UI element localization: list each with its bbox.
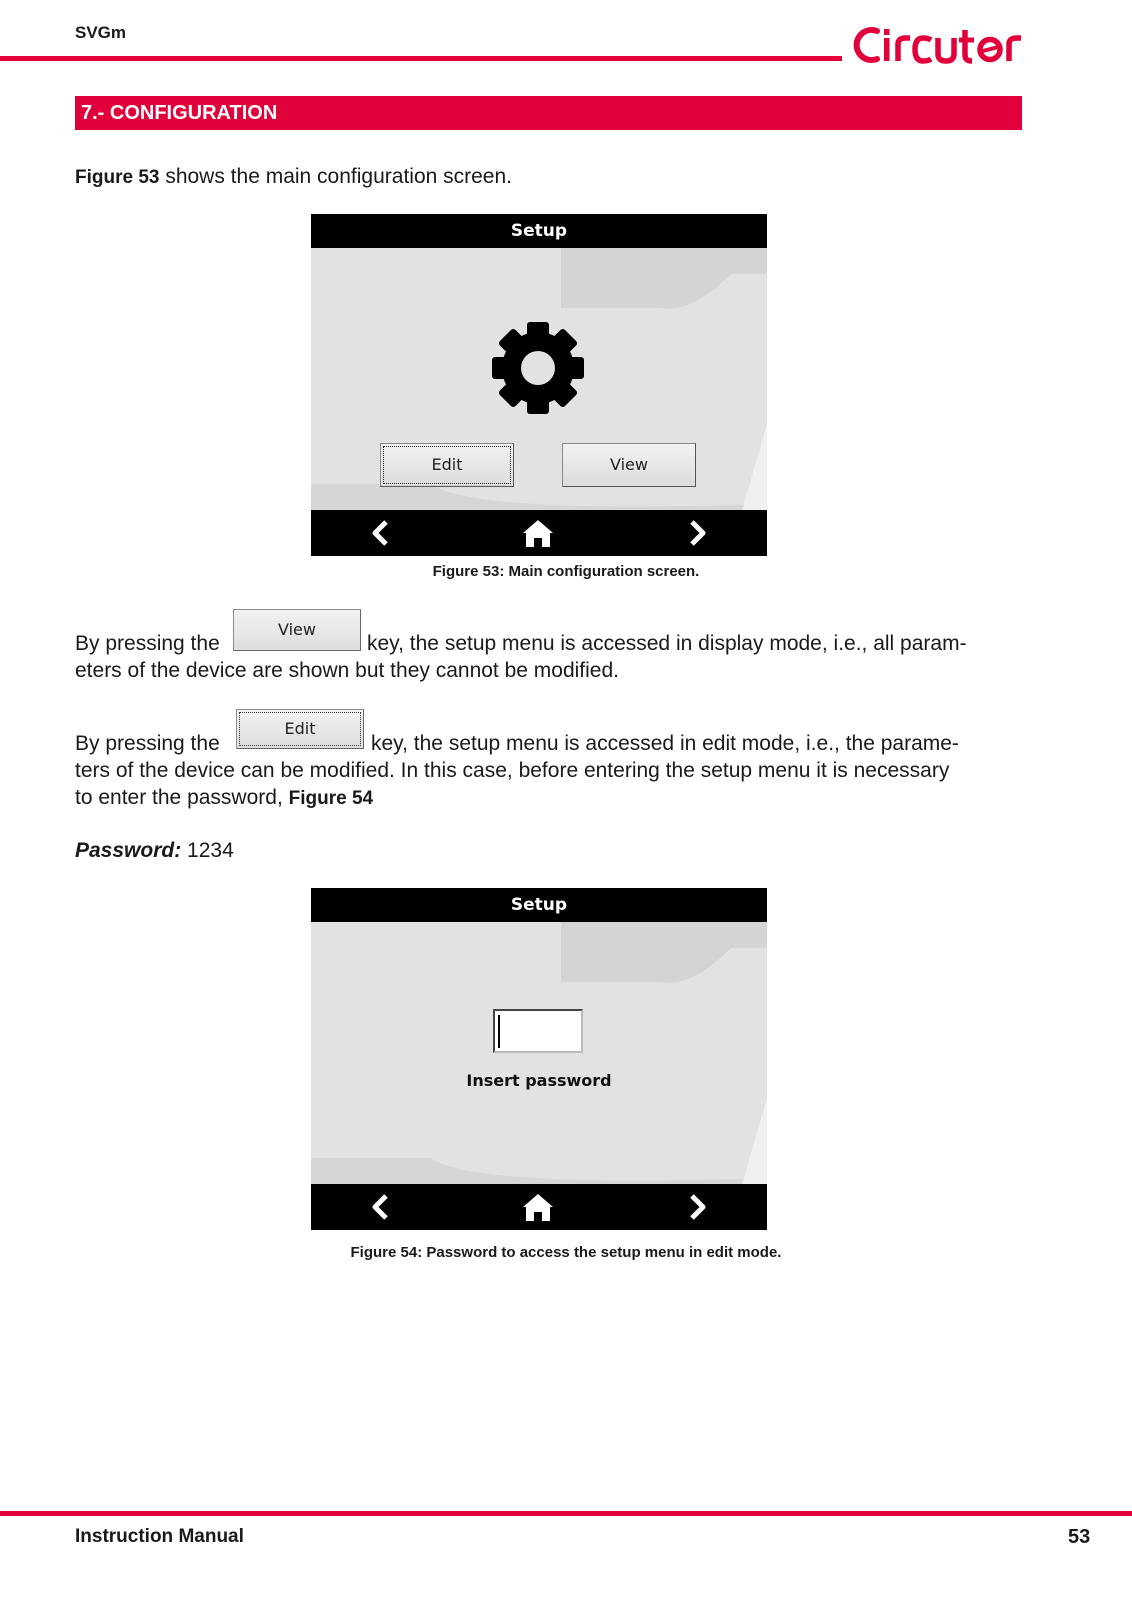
intro-figure-ref: Figure 53: [75, 167, 160, 188]
para-edit-post: key, the setup menu is accessed in edit mode, i.e., the parame-: [371, 732, 959, 755]
screen-navbar: [311, 1184, 767, 1230]
screen-title: Setup: [311, 214, 767, 248]
footer-title: Instruction Manual: [75, 1526, 244, 1547]
home-icon[interactable]: [521, 1192, 555, 1222]
chevron-left-icon[interactable]: [369, 1193, 391, 1221]
header-product-name: SVGm: [75, 23, 127, 42]
edit-button[interactable]: Edit: [380, 443, 514, 487]
para-edit-line2: ters of the device can be modified. In this case, before entering the setup menu it is necessary: [75, 759, 950, 782]
figure-53-caption: Figure 53: Main configuration screen.: [432, 563, 700, 580]
para-edit-line3-text: to enter the password,: [75, 786, 289, 809]
gear-icon: [482, 312, 594, 424]
figure-54-caption: Figure 54: Password to access the setup menu in edit mode.: [350, 1244, 782, 1261]
figure-54-screen: [311, 888, 767, 1230]
footer-rule: [0, 1511, 1132, 1516]
home-icon[interactable]: [521, 518, 555, 548]
figure-53-screen: [311, 214, 767, 556]
header-rule: [0, 56, 842, 61]
para-view-pre: By pressing the: [75, 632, 220, 655]
chevron-right-icon[interactable]: [687, 1193, 709, 1221]
password-line: [75, 837, 234, 864]
insert-password-label: Insert password: [466, 1071, 612, 1090]
password-label: Password:: [75, 839, 182, 862]
intro-text: shows the main configuration screen.: [159, 165, 513, 188]
para-view-post: key, the setup menu is accessed in display mode, i.e., all param-: [367, 632, 967, 655]
page-number: 53: [1068, 1526, 1091, 1548]
para-edit-figure-ref: Figure 54: [288, 788, 374, 809]
para-edit-line3: [75, 784, 373, 812]
chevron-right-icon[interactable]: [687, 519, 709, 547]
para-view-line2: eters of the device are shown but they cannot be modified.: [75, 659, 620, 682]
password-input[interactable]: [493, 1009, 583, 1053]
intro-paragraph: [75, 163, 512, 191]
screen-navbar: [311, 510, 767, 556]
screen-title: Setup: [311, 888, 767, 922]
view-button[interactable]: View: [562, 443, 696, 487]
text-cursor: [498, 1015, 500, 1048]
para-edit-pre: By pressing the: [75, 732, 220, 755]
edit-button-inline: Edit: [236, 709, 364, 749]
circutor-logo: [843, 18, 1033, 70]
view-button-inline: View: [233, 609, 361, 651]
screen-background-deco: [311, 888, 767, 1230]
chevron-left-icon[interactable]: [369, 519, 391, 547]
section-title: 7.- CONFIGURATION: [75, 96, 1022, 130]
password-value: 1234: [187, 839, 234, 862]
